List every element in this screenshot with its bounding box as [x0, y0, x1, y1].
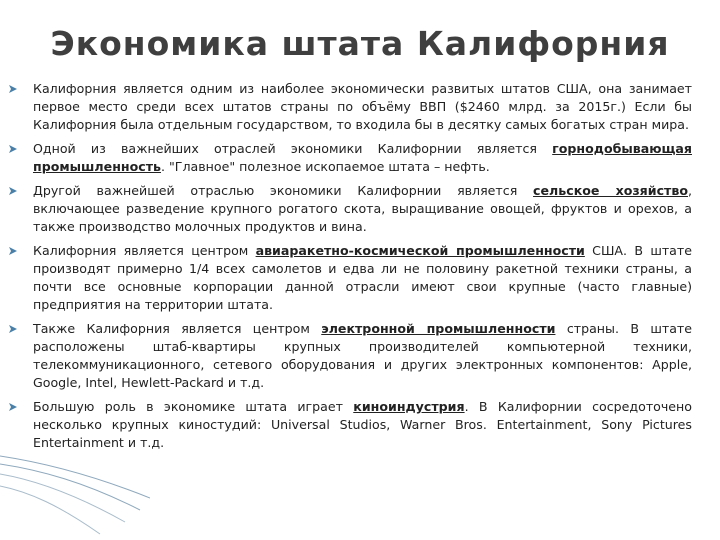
bullet-text-after: . В Калифорнии сосредоточено несколько крупных киностудий: Universal Studios, Warner Bros. Entertainment, Sony Pictures Entertainment и т.д. [33, 399, 692, 450]
bullet-keyword: киноиндустрия [353, 399, 465, 414]
bullet-text-after: . "Главное" полезное ископаемое штата – нефть. [160, 159, 490, 174]
bullet-text-after: , включающее разведение крупного рогатого скота, выращивание овощей, фруктов и орехов, а также производство молочных продуктов и вина. [33, 183, 692, 234]
bullet-text: Калифорния является центром [33, 243, 256, 258]
bullet-list [8, 80, 692, 458]
bullet-text-after: страны. В штате расположены штаб-квартиры крупных производителей компьютерной техники, телекоммуникационного, сетевого оборудования и других электронных компонентов: Apple, Google, Intel, Hewlett-Packard и т.д. [33, 321, 693, 390]
bullet-item [8, 182, 692, 236]
bullet-item [8, 320, 692, 392]
bullet-text: Большую роль в экономике штата играет [33, 399, 354, 414]
bullet-keyword: горнодобывающая промышленность [33, 141, 692, 174]
bullet-text: Другой важнейшей отраслью экономики Калифорнии является [33, 183, 534, 198]
arrow-triangle-bullet-icon [8, 246, 18, 256]
bullet-keyword: сельское хозяйство [533, 183, 688, 198]
decorative-lines [0, 448, 150, 540]
bullet-item [8, 398, 692, 452]
arrow-triangle-bullet-icon [8, 144, 18, 154]
slide-title: Экономика штата Калифорния [50, 24, 670, 63]
bullet-text: Также Калифорния является центром [33, 321, 322, 336]
bullet-text-after: США. В штате производят примерно 1/4 всех самолетов и едва ли не половину ракетной техники страны, а почти все основные корпорации данной отрасли имеют свои крупные (часто главные) предприятия на территории штата. [33, 243, 692, 312]
bullet-item [8, 140, 692, 176]
arrow-triangle-bullet-icon [8, 324, 18, 334]
bullet-item [8, 80, 692, 134]
bullet-keyword: авиаракетно-космической промышленности [255, 243, 585, 258]
arrow-triangle-bullet-icon [8, 402, 18, 412]
bullet-keyword: электронной промышленности [321, 321, 556, 336]
arrow-triangle-bullet-icon [8, 186, 18, 196]
bullet-text: Одной из важнейших отраслей экономики Калифорнии является [33, 141, 553, 156]
bullet-text: Калифорния является одним из наиболее экономически развитых штатов США, она занимает первое место среди всех штатов страны по объёму ВВП ($2460 млрд. за 2015г.) Если бы Калифорния была отдельным государством, то входила бы в десятку самых богатых стран мира. [33, 81, 692, 132]
arrow-triangle-bullet-icon [8, 84, 18, 94]
bullet-item [8, 242, 692, 314]
